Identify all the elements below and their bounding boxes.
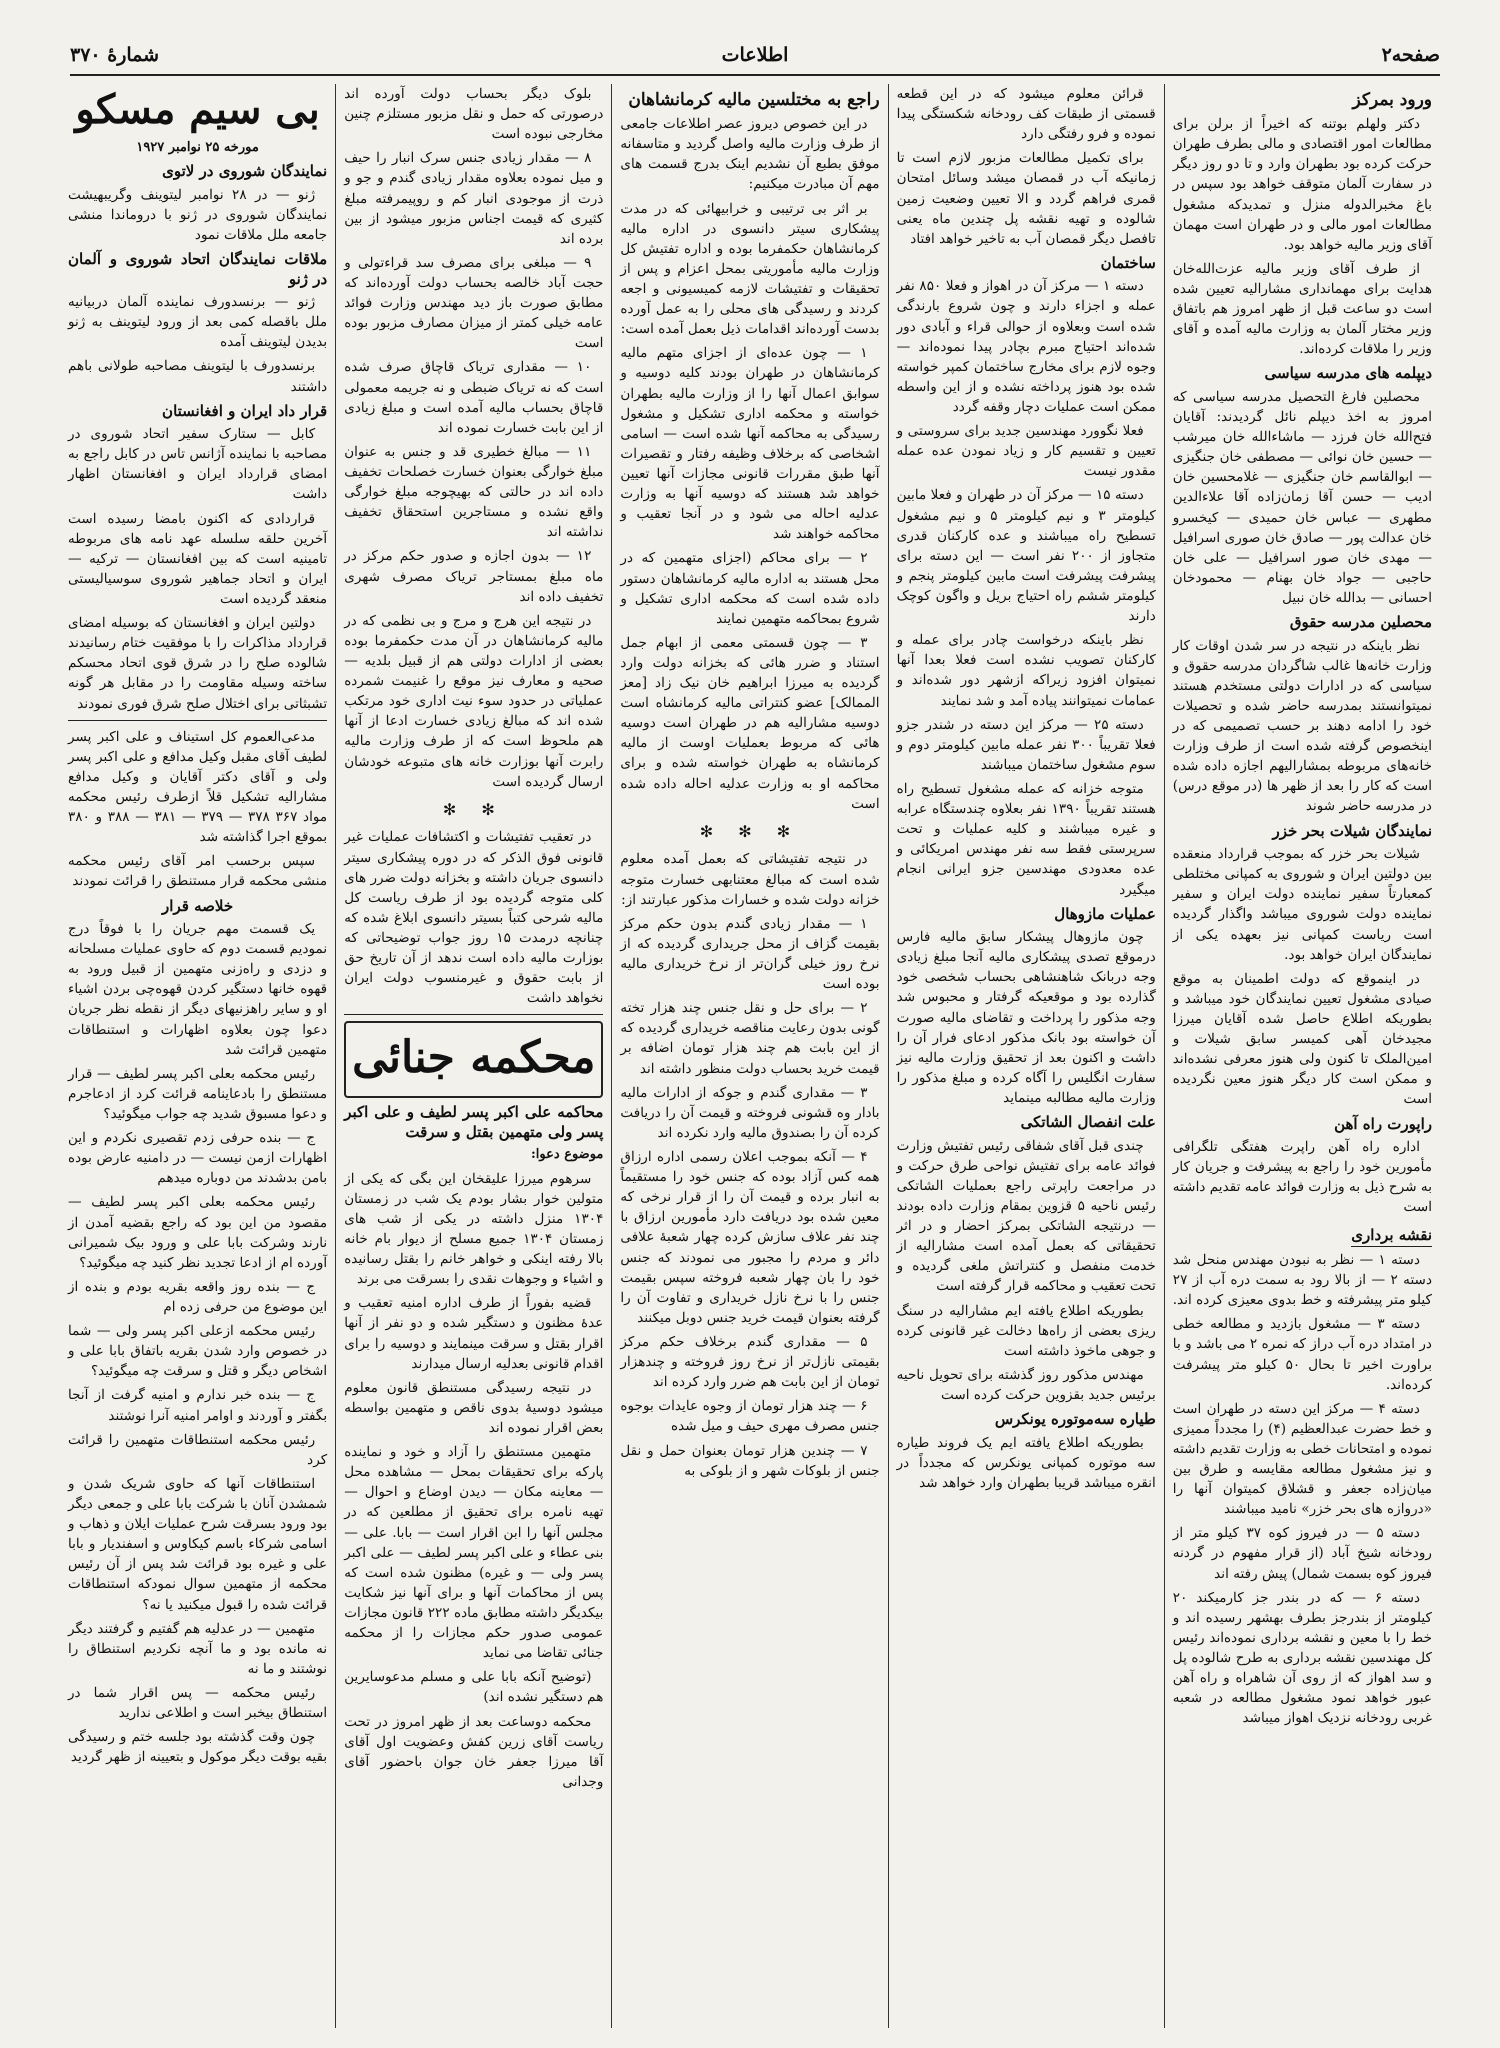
paragraph: ۱ — مقدار زیادی گندم بدون حکم مرکز بقیمت گزاف از محل جریداری گردیده که از نرخ روز خیلی گران‌تر از نرخ خریداری مالیه بوده است: [620, 915, 880, 993]
paragraph: مدعی‌العموم کل استیناف و علی اکبر پسر لطیف آقای مقبل وکیل مدافع و علی اکبر پسر ولی و آقای دکتر آقایان و وکیل مدافع مشارالیه تشکیل قلاً ازطرف رئیس محکمه مواد ۳۶۷ ۳۷۸ — ۳۷۹ — ۳۸۱ — ۳۸۸ و ۳۸۰ بموقع اجرا گذاشته شد: [67, 728, 328, 846]
paragraph: برنسدورف با لیتوینف مصاحبه طولانی باهم داشتند: [67, 358, 328, 395]
paragraph: در اینموقع که دولت اطمینان به موقع صیادی مشغول تعیین نمایندگان خود میباشد و بطوریکه اطلاع حاصل شده آقایان میرزا مجیدخان آهی کمیسر سابق شیلات و امین‌الملک تا کنون ولی هنوز معرفی نشده‌اند و ممکن است کار دیگر هنوز معین نگردیده است: [1172, 970, 1432, 1108]
divider: [344, 1014, 603, 1015]
paragraph: ۱۲ — بدون اجازه و صدور حکم مرکز در ماه مبلغ بمستاجر تریاک مصرف شهری تخفیف داده اند: [344, 548, 604, 605]
paragraph: سرهوم میرزا علیقخان این بگی که یکی از متولین خوار بشار بودم یک شب در زمستان ۱۳۰۴ منزل داشته در یکی از شب های زمستان ۱۳۰۴ جمیع مسلح از دیوار بام خانه بالا رفته اینکی و خواهر خانم را بقتل رسانیده و اشیاء و وجوهات نقدی را بسرقت می برند: [344, 1170, 604, 1288]
paragraph: ۲ — برای محاکم (اجزای متهمین که در محل هستند به اداره مالیه کرمانشاهان دستور داده شده است که محکمه اداری تشکیل و شروع بمحاکمه متهمین نمایند: [620, 550, 880, 627]
headline-surveying: نقشه برداری: [1351, 1226, 1432, 1247]
paragraph: دسته ۲۵ — مرکز این دسته در شندر جزو فعلا تقریباً ۳۰۰ نفر عمله مابین کیلومتر دوم و سوم مشغول ساختمان میباشند: [896, 716, 1156, 773]
paragraph: مهندس مذکور روز گذشته برای تحویل ناحیه برئیس جدید بقزوین حرکت کرده است: [896, 1366, 1156, 1403]
paragraph: اداره راه آهن راپرت هفتگی تلگرافی مأمورین خود را راجع به پیشرفت و جریان کار به شرح ذیل به وزارت فوائد عامه تقدیم داشته است: [1172, 1139, 1432, 1216]
columns: [60, 84, 1440, 2028]
page-number: صفحه۲: [1381, 44, 1440, 66]
headline-trial: محاکمه علی اکبر پسر لطیف و علی اکبر پسر ولی متهمین بقتل و سرقت: [344, 1103, 604, 1141]
headline-soviet-german: ملاقات نمایندگان اتحاد شوروی و آلمان در ژنو: [67, 250, 328, 288]
paragraph: استنطاقات آنها که حاوی شریک شدن و شمشدن آنان با شرکت بابا علی و جمعی دیگر بود ورود بسرقت شرح عملیات ایلان و ذهاب و اسامی شرکاء باسم کیکاوس و اسفندیار و بابا علی و غیره بود قرائت شد پس از آن رئیس محکمه از متهمین سوال نمودکه استنطاقات قرائت شده را قبول میکنید یا نه؟: [67, 1475, 328, 1613]
headline-junkers-plane: طیاره سه‌موتوره یونکرس: [994, 1410, 1156, 1429]
paragraph: متهمین مستنطق را آزاد و خود و نماینده پارکه برای تحقیقات بمحل — مشاهده محل — معاینه مکان — دیدن اوضاع و احوال — تهیه نامره برای تحقیق از مطلعین که در مجلس آنها را ابن اقرار است — بابا. علی — بنی عطاء و علی اکبر پسر لطیف — علی اکبر پسر ولی — و غیره) مظنون شده است که پس از محاکمات آنها و برای آنها نیز شکایت بیکدیگر داشته مطابق ماده ۲۲۲ قانون مجازات عمومی صدور حکم مجازات را از محکمه جنائی تقاضا می نماید: [344, 1444, 604, 1662]
column-1: [1164, 84, 1440, 2028]
paragraph: رئیس محکمه بعلی اکبر پسر لطیف — قرار مستنطق را بادعاینامه قرائت کرد از ادعاجرم و دعوا مسبوق شدید چه جواب میگوئید؟: [67, 1065, 328, 1122]
paragraph: رئیس محکمه ازعلی اکبر پسر ولی — شما در خصوص وارد شدن بقریه باتفاق بابا علی و اشخاص دیگر و قتل و سرقت چه میگوئید؟: [67, 1323, 328, 1380]
paragraph: دسته ۴ — مرکز این دسته در طهران است و خط حضرت عبدالعظیم (۴) را مجدداً ممیزی نموده و امتحانات خطی به وزارت تقدیم داشته و نیز مشغول مطالعه مقایسه و طرق بین میان‌زاده جعفر و قشلاق کمیتوان آنها را «دروازه های بحر خزر» نامید میباشند: [1172, 1400, 1432, 1518]
separator-stars: ✻ ✻: [442, 799, 505, 819]
paragraph: چندی قبل آقای شفاقی رئیس تفتیش وزارت فوائد عامه برای تفتیش نواحی طرق حرکت و در مراجعت راپرتی راجع بعملیات الشاتکی رئیس ناحیه ۵ قزوین بمقام وزارت داده بودند — درنتیجه الشاتکی بمرکز احضار و در اثر تحقیقاتی که بعمل آمده است مشارالیه از خدمت منفصل و کنتراتش ملغی گردیده و تحت تعقیب و محاکمه قرار گرفته است: [896, 1137, 1156, 1295]
paragraph: در نتیجه تفتیشاتی که بعمل آمده معلوم شده است که مبالغ معتنابهی خسارت متوجه خزانه دولت شده و خسارات مذکور عبارتند از:: [620, 851, 880, 908]
paragraph: برای تکمیل مطالعات مزبور لازم است تا زمانیکه آب در قمصان میشد وسائل امتحان قمری فراهم گردد و الا تعیین وضعیت زمین شالوده و تهیه نقشه پل چندین ماه یعنی تافصل دیگر قمصان آب به تاخیر خواهد افتاد: [896, 150, 1156, 247]
paragraph: چون وقت گذشته بود جلسه ختم و رسیدگی بقیه بوقت دیگر موکول و بتعیینه از ظهر گردید: [67, 1729, 328, 1766]
column-5: [60, 84, 335, 2028]
paragraph: ۸ — مقدار زیادی جنس سرک انبار را حیف و میل نموده بعلاوه مقدار زیادی گندم و جو و ذرت از موجودی انبار کم و روپیمرفته مبلغ کثیری که قیمت اجناس مزبور میشود از بین برده اند: [344, 150, 604, 247]
masthead: [70, 30, 1440, 76]
paragraph: سپس برحسب امر آقای رئیس محکمه منشی محکمه قرار مستنطق را قرائت نمودند: [67, 853, 328, 890]
headline-fisheries: نمایندگان شیلات بحر خزر: [1272, 821, 1432, 840]
column-4: [335, 84, 611, 2028]
paragraph: بلوک دیگر بحساب دولت آورده اند درصورتی که حمل و نقل مزبور مستلزم چنین مخارجی نبوده است: [344, 86, 604, 143]
paragraph: در تعقیب تفتیشات و اکتشافات عملیات غیر قانونی فوق الذکر که در دوره پیشکاری سیتر دانسوی جریان داشته و بخزانه دولت ضرر های کلی متوجه گردیده بود از طرف ریاست کل مالیه شرحی کتباً بسیتر دانسوی ابلاغ شده که چنانچه درمدت ۱۵ روز جواب توضیحاتی که بوزارت مالیه داده است ندهد از آن تاریخ حق از بابت حقوق و غیرمنسوب دولت ایران نخواهد داشت: [344, 829, 604, 1007]
headline-iran-afghanistan: قرار داد ایران و افغانستان: [162, 401, 328, 420]
paragraph: ج — بنده روز واقعه بقریه بودم و بنده از این موضوع من حرفی زده ام: [67, 1278, 328, 1315]
column-3: [611, 84, 887, 2028]
paragraph: ج — بنده حرفی زدم تقصیری نکردم و این اظهارات ازمن نیست — در دامنیه عارض بوده بامن بدشدند من دوباره میدهم: [67, 1130, 328, 1187]
headline-arrival: ورود بمرکز: [1352, 90, 1432, 110]
paragraph: ۱۱ — مبالغ خطیری قد و جنس به عنوان مبلغ خوارگی بعنوان خسارت خصلحات تخفیف داده اند در حالتی که بهیچوجه مبلغ خوارگی واقع نشده و مستاجرین استحقاق تخفیف نداشته اند: [344, 443, 604, 541]
headline-embezzlers: راجع به مختلسین مالیه کرمانشاهان: [628, 90, 880, 110]
paragraph: رئیس محکمه — پس اقرار شما در استنطاق بیخبر است و اطلاعی ندارید: [67, 1684, 328, 1722]
paper-name: اطلاعات: [721, 44, 789, 66]
separator-stars: ✻ ✻ ✻: [699, 821, 801, 841]
paragraph: ۶ — چند هزار تومان از وجوه عایدات بوجوه جنس مصرف مهری حیف و میل شده: [620, 1398, 880, 1435]
paragraph: از طرف آقای وزیر مالیه عزت‌الله‌خان هدایت برای مهمانداری مشارالیه تعیین شده است دو ساعت قبل از ظهر امروز هم باتفاق وزیر مختار آلمان به وزارت مالیه آمده و آقای وزیر را ملاقات کرده‌اند.: [1172, 260, 1432, 358]
paragraph: یک قسمت مهم جریان را با فوقاً درج نمودیم قسمت دوم که حاوی عملیات مسلحانه و دزدی و راه‌زنی متهمین از قبیل ورود به قهوه خانها دستگیر کردن قهوه‌چی بردن اشیاء او و سایر راهزنیهای دیگر از نقطه نظر جریان دعوا چون بعلاوه اظهارات و استنطاقات متهمین قرائت شد: [67, 921, 328, 1058]
paragraph: بر اثر بی ترتیبی و خرابیهائی که در مدت پیشکاری سیتر دانسوی در اداره مالیه کرمانشاهان حکمفرما بوده و اداره تفتیش کل وزارت مالیه مأموریتی بمحل اعزام و پس از تحقیقات و تفتیشات لازمه کمیسیونی و اجعه کردند و رسیدگی های محلی را به عمل آورده بدست آورده‌اند اقدامات ذیل بعمل آمده است:: [620, 200, 880, 338]
paragraph: ۴ — آنکه بموجب اعلان رسمی اداره ارزاق همه کس آزاد بوده که جنس خود را مستقیماً به انبار برده و قیمت آن را از قرار نرخی که معین شده بود دریافت دارد مأمورین ارزاق با چند نفر علاف سازش کرده چهار شعبهٔ علافی دائر و مردم را مجبور می نمودند که جنس خود را بان چهار شعبه فروخته سپس بقیمت جنس را با نرخ نازل خریداری و تفاوت آن را گرفته بعنوان قیمت خرید جنس دوبل میکنند: [620, 1149, 880, 1326]
paragraph: دکتر ولهلم بوتنه که اخیراً از برلن برای مطالعات امور اقتصادی و مالی بطرف طهران حرکت کرده بود بطهران وارد و تا دو روز دیگر در سفارت آلمان متوقف خواهد بود سپس در باغ مخبرالدوله منزل و تمدیدکه مشغول مطالعات امور مالی و در طهران است مهمان آقای وزیر مالیه خواهد بود.: [1172, 116, 1432, 253]
paragraph: ۳ — چون قسمتی معمی از ابهام جمل استناد و ضرر هائی که بخزانه دولت وارد گردیده به میرزا ابراهیم خان نیک زاد [معز الممالک] عضو کنتراتی مالیه کرمانشاه است دوسیه مشارالیه هم در طهران است دوسیه هائی که مربوط بعملیات اوست از مالیه کرمانشاه به طهران خواسته شده و برای محاکمه او به وزارت عدلیه احاله داده شده است: [620, 634, 880, 812]
paragraph: دسته ۱ — نظر به نبودن مهندس منحل شد دسته ۲ — از بالا رود به سمت دره آب از ۲۷ کیلو متر پیشرفته و خط بدوی معیزی کرده اند.: [1172, 1251, 1432, 1309]
paragraph: متوجه خزانه که عمله مشغول تسطیح راه هستند تقریباً ۱۳۹۰ نفر بعلاوه چندستگاه عرابه و غیره میباشند و کلیه عملیات و تحت سرپرستی فقط سه نفر مهندس امریکائی و عده معدودی مهندسین جزو ایرانی انجام میگیرد: [896, 781, 1156, 898]
paragraph: ژنو — در ۲۸ نوامبر لیتوینف وگریبهیشت نمایندگان شوروی در ژنو با دروماندا منشی جامعه ملل ملاقات نمود: [67, 186, 328, 243]
issue-number: شمارهٔ ۳۷۰: [70, 44, 160, 66]
paragraph: ژنو — برنسدورف نماینده آلمان دربیانیه ملل باقصله کمی بعد از ورود لیتوینف به ژنو بدیدن لیتوینف آمده: [67, 294, 328, 351]
paragraph: ۹ — مبلغی برای مصرف سد قراءتولی و حجت آباد خالصه بحساب دولت آورده‌اند که مطابق صورت باز دید مهندس وزارت فوائد عامه خیلی کمتر از میزان مصارف مزبور بوده است: [344, 254, 604, 352]
paragraph: چون مازوهال پیشکار سابق مالیه فارس درموقع تصدی پیشکاری مالیه آنجا مبلغ زیادی وجه دربانک شاهنشاهی بحساب شخصی خود گذارده بود و موقعیکه گرفتار و محبوس شد وجه مذکور را پرداخت و تقاضای مالیه صورت آن خواسته بود بانک مذکور ادعای فرار آن را داشت و اکنون بعد از تحقیق وزارت مالیه نیز سفارت انگلیس را آگاه کرده و مبلغ مذکور را وزارت مالیه مطالبه مینماید: [896, 929, 1156, 1107]
paragraph: در نتیجه رسیدگی مستنطق قانون معلوم میشود دوسیهٔ بدوی ناقص و متهمین بواسطه بعض اقرار نموده اند: [344, 1379, 604, 1437]
headline-law-students: محصلین مدرسه حقوق: [1289, 613, 1432, 632]
headline-dismissal: علت انفصال الشاتکی: [1020, 1113, 1156, 1132]
paragraph: بطوریکه اطلاع یافته ایم مشارالیه در سنگ ریزی بعضی از راه‌ها دخالت غیر قانونی کرده و جوهی ماخوذ داشته است: [896, 1302, 1156, 1359]
paragraph: در این خصوص دیروز عصر اطلاعات جامعی از طرف وزارت مالیه واصل گردید و متاسفانه موفق بطبع آن نشدیم اینک بدرج قسمت های مهم آن مبادرت میکنیم:: [620, 116, 880, 193]
headline-soviet-latvia: نمایندگان شوروی در لاتوی: [162, 162, 328, 181]
paragraph: قرائن معلوم میشود که در این قطعه قسمتی از طبقات کف رودخانه شکستگی پیدا نموده و فرو رفتگی دارد: [896, 86, 1156, 143]
paragraph: ج — بنده خبر ندارم و امنیه گرفت از آنجا بگفتر و آوردند و اوامر امنیه آنرا نوشتند: [67, 1387, 328, 1424]
paragraph: بطوریکه اطلاع یافته ایم یک فروند طیاره سه موتوره کمپانی یونکرس که مجدداً در انقره میباشد قریبا بطهران وارد خواهد شد: [896, 1434, 1156, 1491]
paragraph: دسته ۳ — مشغول بازدید و مطالعه خطی در امتداد دره آب دراز که نمره ۲ می باشد و با براورت اخیر تا بحال ۵۰ کیلو متر پیشرفت کرده‌اند.: [1172, 1316, 1432, 1393]
paragraph: محصلین فارغ التحصیل مدرسه سیاسی که امروز به اخذ دیپلم نائل گردیدند: آقایان فتح‌الله خان فرزد — ماشاءالله خان میرشب — حسین خان نوائی — مصطفی خان جنگیزی — ابوالقاسم خان جنگیزی — غلامحسین خان ادیب — حسن آقا زمان‌زاده آقا علاءالدین مطهری — عباس خان حمیدی — کیخسرو خان عدالت پور — صادق خان صوری اسرافیل — مهدی خان صور اسرافیل — علی خان حاجبی — جواد خان بهنام — محمودخان احسانی — بدالله خان نبیل: [1172, 388, 1432, 606]
paragraph: رئیس محکمه بعلی اکبر پسر لطیف — مقصود من این بود که راجع بقضیه آمدن از نارند وشرکت بابا علی و ورود بیک شمیرانی آورده ام از ادعا تجدید نظر کنید چه میگوئید؟: [67, 1194, 328, 1271]
headline-construction: ساختمان: [1100, 253, 1156, 272]
paragraph: ۲ — برای حل و نقل جنس چند هزار تخته گونی بدون رعایت مناقصه خریداری گردیده که از این بابت هم چند هزار تومان اضافه بر قیمت خرید بحساب دولت منظور داشته اند: [620, 1000, 880, 1077]
headline-diploma: دیپلمه های مدرسه سیاسی: [1264, 364, 1432, 383]
paragraph: قضیه بفوراً از طرف اداره امنیه تعقیب و عدهٔ مظنون و دستگیر شده و دو نفر از آنها اقرار بقتل و سرقت مینمایند و دوسیه را برای اقدام قانونی بعدلیه ارسال میدارند: [344, 1295, 604, 1372]
paragraph: ۵ — مقداری گندم برخلاف حکم مرکز بقیمتی نازل‌تر از نرخ روز فروخته و چندهزار تومان از این بابت هم ضرر وارد کرده اند: [620, 1334, 880, 1391]
paragraph: دسته ۱۵ — مرکز آن در طهران و فعلا مابین کیلومتر ۳ و نیم کیلومتر ۵ و نیم مشغول تسطیح راه میباشند و عده کارکنان قدری متجاوز از ۲۰۰ نفر است — این دسته برای پیشرفت پیشرفت است مابین کیلومتر پنجم و کیلومتر ششم راه احتیاج بریل و واگون کوچک دارند: [896, 487, 1156, 625]
paragraph: دسته ۶ — که در بندر جز کارمیکند ۲۰ کیلومتر از بندرجز بطرف بهشهر رسیده اند و خط را با معین و نقشه برداری نموده‌اند رئیس کل مهندسین نقشه برداری به طرح شالوده پل و سد اهواز که از روی آن شاهراه و راه آهن عبور خواهد نمود مشغول مطالعه در شعبه غربی رودخانه نزدیک اهواز میباشد: [1172, 1589, 1432, 1727]
paragraph: ۷ — چندین هزار تومان بعنوان حمل و نقل جنس از بلوکات شهر و از بلوکی به: [620, 1442, 880, 1479]
paragraph: (توضیح آنکه بابا علی و مسلم مدعوسایرین هم دستگیر نشده اند): [344, 1669, 604, 1706]
paragraph: محکمه دوساعت بعد از ظهر امروز در تحت ریاست آقای زرین کفش وعضویت اول آقای آقا میرزا جعفر خان جوان باحضور آقای وجدانی: [344, 1713, 604, 1790]
headline-summary: خلاصه قرار: [162, 896, 234, 915]
paragraph: در نتیجه این هرج و مرج و بی نظمی که در مالیه کرمانشاهان در آن مدت حکمفرما بوده بعضی از ادارات دولتی هم از قبیل بلدیه — صحیه و معارف نیز موقع را غنیمت شمرده عملیاتی در حدود سوء نیت اداری خود مرتکب شده اند که مبالغ زیادی خسارت ادعا از آنها هم ملحوظ است که از طرف وزارت مالیه رابرت آنها بوزارت خانه های متبوعه خودشان ارسال گردیده است: [344, 612, 604, 790]
paragraph: شیلات بحر خزر که بموجب قرارداد منعقده بین دولتین ایران و شوروی به کمپانی مختلطی کمعبارتاً سفیر نماینده دولت ایران و سفیر نماینده دولت شوروی میباشد واگذار گردیده است ریاست کمپانی نیز بعهده یکی از نمایندگان ایران خواهد بود.: [1172, 846, 1432, 963]
headline-moscow-wireless: بی سیم مسکو: [75, 86, 320, 133]
dateline: مورخه ۲۵ نوامبر ۱۹۲۷: [136, 140, 259, 155]
subheading-case: موضوع دعوا:: [531, 1147, 604, 1163]
column-2: [888, 84, 1164, 2028]
criminal-court-banner: محکمه جنائی: [344, 1021, 603, 1098]
headline-mazuhal: عملیات مازوهال: [1054, 904, 1156, 923]
paragraph: ۱ — چون عده‌ای از اجزای متهم مالیه کرمانشاهان در طهران بودند کلیه دوسیه و سوابق اعمال آنها را از وزارت مالیه بطهران خواسته و محکمه اداری تشکیل و مشغول رسیدگی به محاکمه آنها شده است — اسامی اشخاصی که برخلاف وظیفه رفتار و تقصیرات آنها طبق مقررات قانونی مجازات آنها تعیین خواهد شد هستند که دوسیه آنها به وزارت عدلیه احاله می شود و در آنجا تعقیب و محاکمه خواهند شد: [620, 345, 880, 543]
paragraph: دسته ۵ — در فیروز کوه ۳۷ کیلو متر از رودخانه شیخ آباد (از قرار مفهوم در گردنه فیروز کوه بسمت شمال) پیش رفته اند: [1172, 1525, 1432, 1582]
paragraph: کابل — ستارک سفیر اتحاد شوروی در مصاحبه با نماینده آژانس تاس در کابل راجع به امضای قرارداد ایران و افغانستان اظهار داشت: [67, 426, 328, 503]
paragraph: رئیس محکمه استنطاقات متهمین را قرائت کرد: [67, 1431, 328, 1468]
paragraph: ۳ — مقداری گندم و جوکه از ادارات مالیه بادار وه قشونی فروخته و قیمت آن را دریافت کرده آن را بصندوق مالیه وارد نکرده اند: [620, 1084, 880, 1141]
paragraph: نظر باینکه در نتیجه در سر شدن اوقات کار وزارت خانه‌ها غالب شاگردان مدرسه حقوق و سیاسی که در ادارات دولتی مستخدم هستند نمیتوانستند بمدرسه حاضر شده و تحصیلات خود را ادامه دهند بر حسب تصمیمی که در اینخصوص گرفته شده است از طرف وزارت خانه‌های مربوطه بمشارالیهم اجازه داده شده است که کار را بعد از ظهر ها (در موقع درس) در مدرسه حاضر شوند: [1172, 637, 1432, 815]
paragraph: قراردادی که اکنون بامضا رسیده است آخرین حلقه سلسله عهد نامه های مربوطه تامینیه است که بین افغانستان — ترکیه — ایران و اتحاد جماهیر شوروی سوسیالیستی منعقد گردیده است: [67, 510, 328, 607]
paragraph: دولتین ایران و افغانستان که بوسیله امضای قرارداد مذاکرات را با موفقیت ختام رسانیدند شالوده صلح را در شرق قوی اتحاد محسکم ساخته وسیله مقاومت را در مقابل هر گونه تشبثاتی برای اختلال صلح شرق فوری نمودند: [67, 615, 328, 712]
headline-railway-report: راپورت راه آهن: [1334, 1114, 1432, 1133]
paragraph: نظر باینکه درخواست چادر برای عمله و کارکنان تصویب نشده است فعلا بعدا آنها نمیتوان افزود زیراکه ازشهر دور شده‌اند و عمامات نمیتوانند پیاده آمد و شد نمایند: [896, 632, 1156, 709]
paragraph: ۱۰ — مقداری تریاک قاچاق صرف شده است که نه تریاک ضبطی و نه جریمه معمولی قاچاق بحساب مالیه آمده است و مبلغ زیادی از این بابت خسارت نموده اند: [344, 359, 604, 436]
paragraph: دسته ۱ — مرکز آن در اهواز و فعلا ۸۵۰ نفر عمله و اجزاء دارند و چون شروع بارندگی شده است وبعلاوه از حوالی قراء و آبادی دور شده‌اند احتیاج مبرم بچادر پیدا نموده‌اند — وجوه لازم برای مخارج ساختمان کمپر خواسته شده بود هنوز پرداخته نشده و از این واسطه ممکن است عملیات دچار وقفه گردد: [896, 278, 1156, 416]
paragraph: متهمین — در عدلیه هم گفتیم و گرفتند دیگر نه مانده بود و ما آنچه نکردیم استنطاق را نوشتند و ما نه: [67, 1620, 328, 1677]
divider: [68, 720, 327, 721]
paragraph: فعلا نگوورد مهندسین جدید برای سروستی و تعیین و تقسیم کار و زیاد نمودن عده عمله مقدور نیست: [896, 423, 1156, 480]
